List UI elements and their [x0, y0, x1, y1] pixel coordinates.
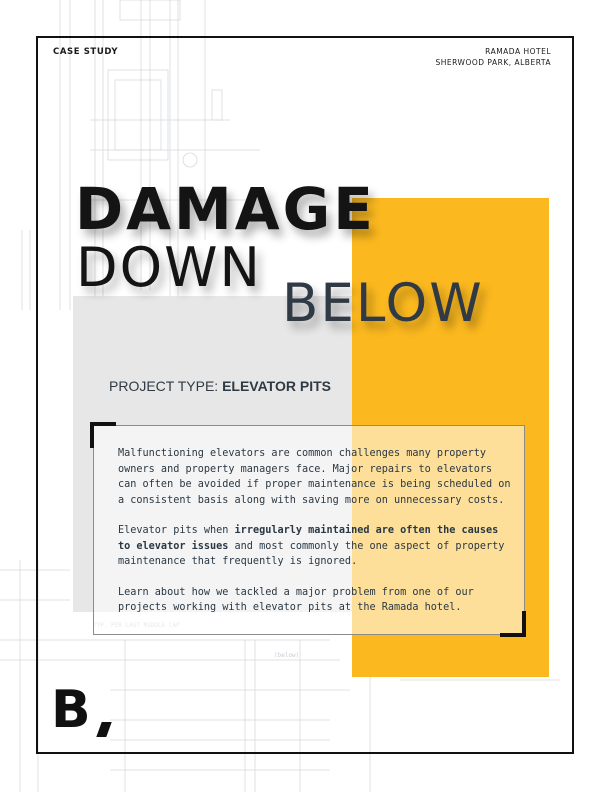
case-study-label: CASE STUDY	[53, 47, 119, 57]
project-type-label: PROJECT TYPE:	[109, 378, 223, 394]
location-line-city: SHERWOOD PARK, ALBERTA	[435, 58, 551, 67]
project-type-value: ELEVATOR PITS	[222, 378, 331, 394]
body-paragraph-2-text: Elevator pits when	[118, 525, 235, 536]
body-paragraph-1: Malfunctioning elevators are common challenges many property owners and property managers face. Major repairs to elevators can often be avoided if proper maintenance is being scheduled on a consistent basis along with saving more on unnecessary costs.	[118, 448, 511, 506]
body-paragraph-3: Learn about how we tackled a major problem from one of our projects working with elevator pits at the Ramada hotel.	[118, 586, 474, 613]
body-paragraph-2	[118, 523, 512, 570]
body-paragraph-2-text-end: and most commonly the one aspect of property maintenance that frequently is ignored.	[118, 540, 505, 567]
title-line-down: DOWN	[76, 236, 262, 299]
brand-logo: B	[51, 680, 89, 740]
project-type	[109, 378, 331, 394]
title-line-damage: DAMAGE	[75, 175, 376, 243]
body-paragraph-2-emphasis: irregularly maintained are often the causes to elevator issues	[118, 525, 499, 552]
corner-bracket-top-left	[90, 422, 116, 448]
location-line-hotel: RAMADA HOTEL	[485, 47, 551, 56]
location-label	[436, 46, 552, 68]
blueprint-note-2: (below)	[274, 652, 300, 659]
title-line-below: BELOW	[282, 273, 484, 334]
body-text	[118, 446, 512, 631]
